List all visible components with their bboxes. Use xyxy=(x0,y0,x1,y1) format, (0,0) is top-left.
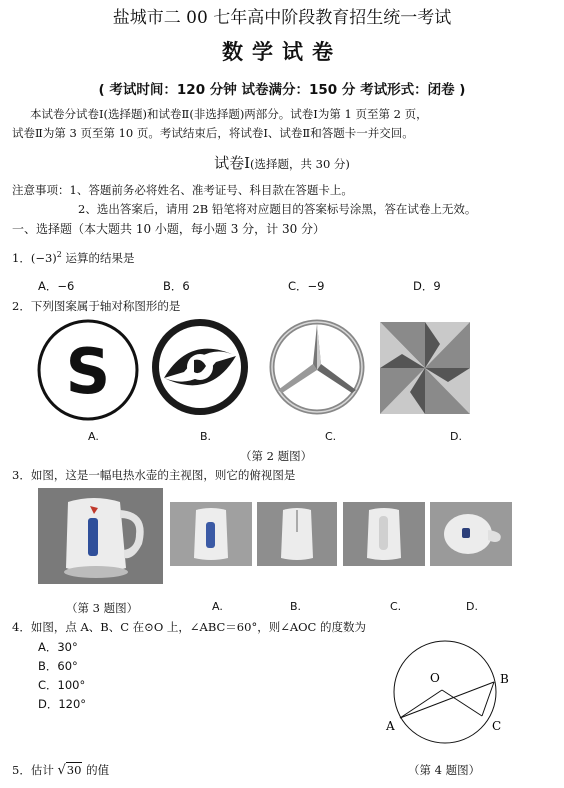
point-c-label: C xyxy=(492,719,502,733)
q1-number: 1． xyxy=(12,251,31,265)
q2-figure-d xyxy=(380,322,470,414)
q3-label-c: C. xyxy=(390,600,402,613)
q3-option-c-photo xyxy=(343,502,425,566)
q3-label-d: D. xyxy=(466,600,478,613)
q1-exponent: 2 xyxy=(56,250,62,260)
q5-radicand: 30 xyxy=(66,763,82,777)
intro-line-1: 本试卷分试卷Ⅰ(选择题)和试卷Ⅱ(非选择题)两部分。试卷Ⅰ为第 1 页至第 2 页， xyxy=(30,107,428,121)
q1-option-b: B．6 xyxy=(163,279,190,293)
q4-caption: （第 4 题图） xyxy=(408,763,481,777)
s-letter: S xyxy=(65,335,111,408)
q3-label-a: A. xyxy=(212,600,223,613)
question-3: 3．如图，这是一幅电热水壶的主视图，则它的俯视图是 xyxy=(12,468,296,482)
q3-option-b-photo xyxy=(257,502,337,566)
q2-label-b: B. xyxy=(200,430,212,443)
part1-heading: 一、选择题（本大题共 10 小题，每小题 3 分，计 30 分） xyxy=(12,222,326,236)
q1-text: 运算的结果是 xyxy=(61,251,135,265)
q5-text-post: 的值 xyxy=(82,763,110,777)
q3-caption: （第 3 题图） xyxy=(66,601,139,615)
q1-option-c: C．−9 xyxy=(288,279,325,293)
q1-option-d: D．9 xyxy=(413,279,441,293)
q4-circle-diagram xyxy=(380,634,520,744)
point-b-label: B xyxy=(500,672,509,686)
section-title xyxy=(0,152,564,173)
notes-line-1: 注意事项：1、答题前务必将姓名、准考证号、科目款在答题卡上。 xyxy=(12,183,353,197)
exam-info: ( 考试时间：120 分钟 试卷满分：150 分 考试形式：闭卷 ) xyxy=(98,82,466,98)
intro-line-2: 试卷Ⅱ为第 3 页至第 10 页。考试结束后，将试卷Ⅰ、试卷Ⅱ和答题卡一并交回。 xyxy=(12,126,414,140)
question-1 xyxy=(12,250,135,266)
point-o-label: O xyxy=(430,671,440,685)
section-subtitle: (选择题，共 30 分) xyxy=(250,157,350,171)
q4-option-c: C．100° xyxy=(38,678,86,692)
q2-figure-c xyxy=(268,318,366,416)
q4-option-b: B．60° xyxy=(38,659,78,673)
exam-header-title: 盐城市二 00 七年高中阶段教育招生统一考试 xyxy=(112,8,452,28)
q4-option-d: D．120° xyxy=(38,697,87,711)
question-4: 4．如图，点 A、B、C 在⊙O 上，∠ABC＝60°，则∠AOC 的度数为 xyxy=(12,620,367,634)
q2-caption: （第 2 题图） xyxy=(240,449,313,463)
exam-subject-title: 数学试卷 xyxy=(222,39,342,64)
question-2: 2．下列图案属于轴对称图形的是 xyxy=(12,299,181,313)
q2-figure-a xyxy=(36,318,140,422)
point-a-label: A xyxy=(386,719,395,733)
q3-label-b: B. xyxy=(290,600,302,613)
notes-line-2: 2、选出答案后，请用 2B 铅笔将对应题目的答案标号涂黑，答在试卷上无效。 xyxy=(78,202,477,216)
q3-option-d-photo xyxy=(430,502,512,566)
q3-option-a-photo xyxy=(170,502,252,566)
q2-figure-b xyxy=(150,316,250,418)
q2-label-a: A. xyxy=(88,430,99,443)
q2-label-d: D. xyxy=(450,430,462,443)
q1-option-a: A．−6 xyxy=(38,279,75,293)
sqrt-symbol: √ xyxy=(57,763,66,778)
q3-main-view-photo xyxy=(38,488,163,584)
q4-option-a: A．30° xyxy=(38,640,78,654)
question-5 xyxy=(12,762,109,778)
q5-text-pre: 5．估计 xyxy=(12,763,58,777)
q1-expression: (−3) xyxy=(30,251,57,265)
section-name: 试卷Ⅰ xyxy=(214,154,250,172)
q2-label-c: C. xyxy=(325,430,337,443)
